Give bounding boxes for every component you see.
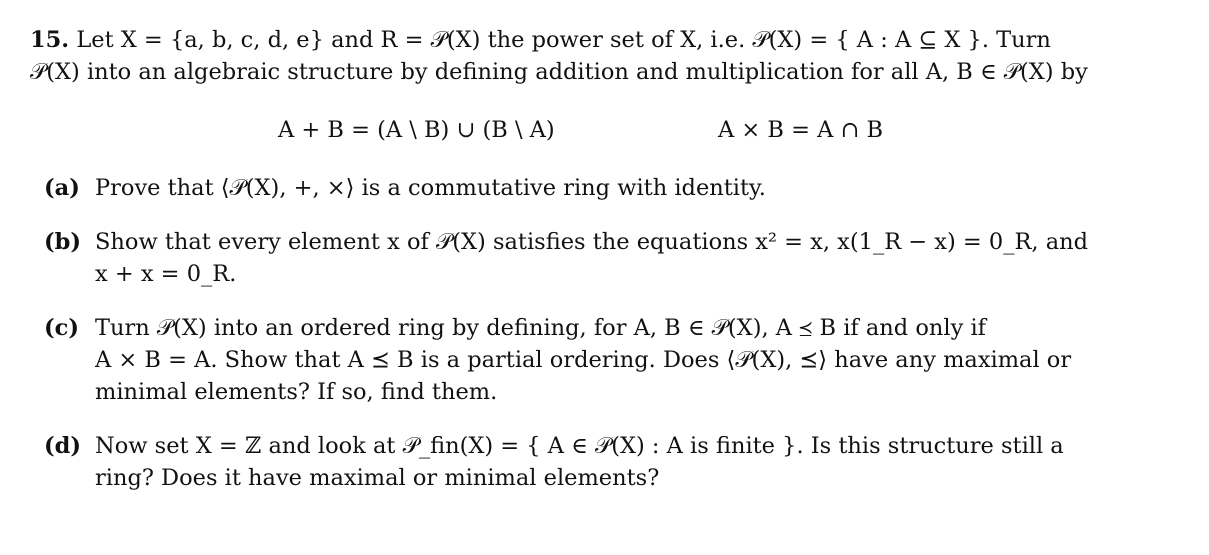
part-b-label: (b) [44, 229, 82, 255]
problem-intro-line-1 [30, 24, 1142, 56]
problem-intro-text-1: Let X = {a, b, c, d, e} and R = 𝒫(X) the power set of X, i.e. 𝒫(X) = { A : A ⊆ X }. Turn [76, 27, 1051, 53]
equation-addition: A + B = (A \ B) ∪ (B \ A) [278, 117, 555, 143]
problem-intro-line-2 [30, 56, 1088, 88]
part-c-line-2: A × B = A. Show that A ⪯ B is a partial ordering. Does ⟨𝒫(X), ⪯⟩ have any maximal or [95, 347, 1072, 373]
part-d-line-2: ring? Does it have maximal or minimal elements? [95, 465, 660, 491]
problem-number: 15. [30, 27, 70, 53]
part-b-line-2: x + x = 0_R. [95, 261, 237, 287]
part-a-label: (a) [44, 175, 80, 201]
problem-intro-text-2: 𝒫(X) into an algebraic structure by defining addition and multiplication for all A, B ∈ 𝒫(X) by [30, 59, 1088, 85]
part-b-line-1: Show that every element x of 𝒫(X) satisfies the equations x² = x, x(1_R − x) = 0_R, and [95, 229, 1089, 255]
part-d-label: (d) [44, 433, 82, 459]
part-c-label: (c) [44, 315, 79, 341]
equation-multiplication: A × B = A ∩ B [718, 117, 884, 143]
part-c-line-3: minimal elements? If so, find them. [95, 379, 498, 405]
part-a-line-1: Prove that ⟨𝒫(X), +, ×⟩ is a commutative ring with identity. [95, 175, 766, 201]
part-c-line-1: Turn 𝒫(X) into an ordered ring by defining, for A, B ∈ 𝒫(X), A ⪯ B if and only if [95, 315, 986, 341]
part-d-line-1: Now set X = ℤ and look at 𝒫_fin(X) = { A ∈ 𝒫(X) : A is finite }. Is this structure still a [95, 433, 1064, 459]
